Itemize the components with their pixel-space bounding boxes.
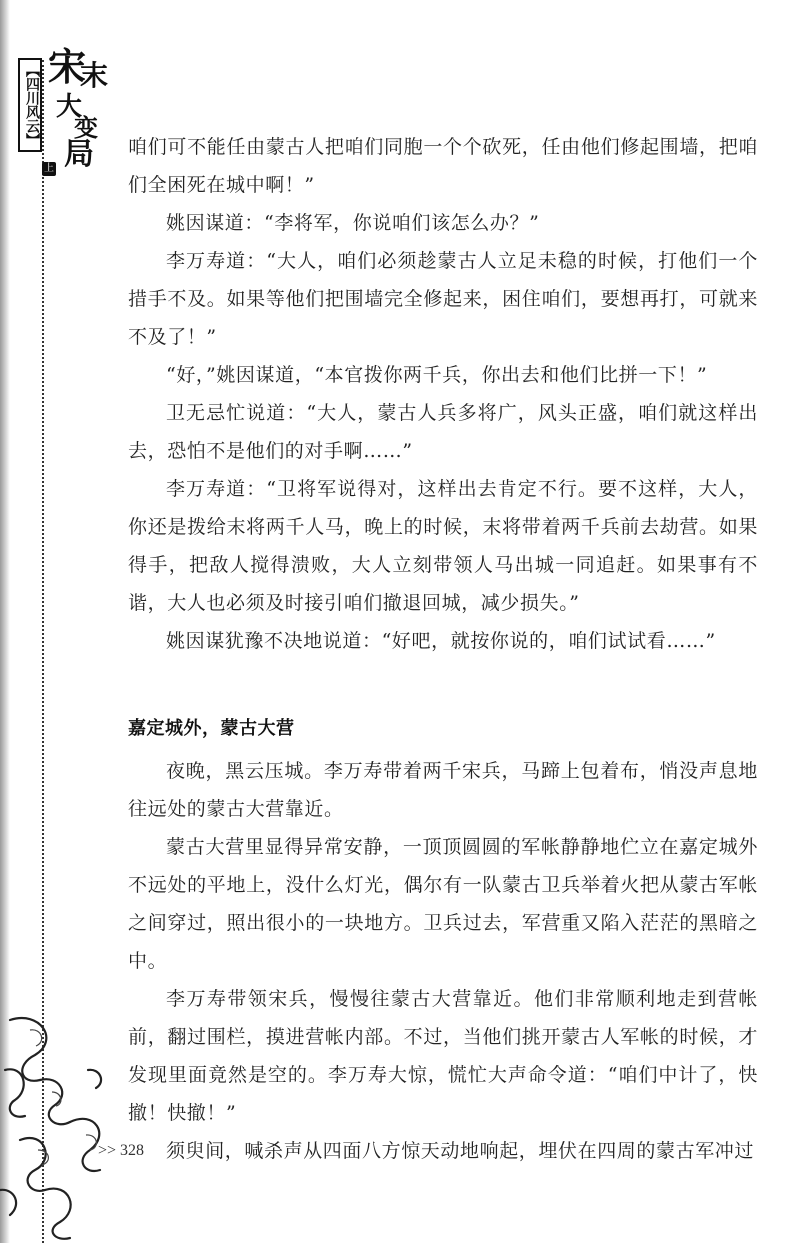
page-number-prefix: >> xyxy=(98,1142,117,1159)
body-text-part-2 xyxy=(128,752,758,1170)
paragraph: “好，”姚因谋道，“本官拨你两千兵，你出去和他们比拼一下！” xyxy=(166,364,708,386)
section-heading: 嘉定城外，蒙古大营 xyxy=(128,718,295,739)
page-number xyxy=(98,1142,144,1160)
publisher-seal: 上 xyxy=(44,163,54,174)
cloud-ornament-icon xyxy=(0,1010,120,1243)
book-title-char: 大 xyxy=(56,92,83,122)
paragraph: 李万寿道：“卫将军说得对，这样出去肯定不行。要不这样，大人，你还是拨给末将两千人马，晚上的时候，末将带着两千兵前去劫营。如果得手，把敌人搅得溃败，大人立刻带领人马出城一同追赶。如果事有不谐，大人也必须及时接引咱们撤退回城，减少损失。” xyxy=(128,478,758,614)
series-label-text: 四川风云 xyxy=(24,77,40,133)
book-title-char: 局 xyxy=(64,137,94,172)
section-heading-block xyxy=(128,714,758,744)
paragraph: 卫无忌忙说道：“大人，蒙古人兵多将广，风头正盛，咱们就这样出去，恐怕不是他们的对手啊……” xyxy=(128,402,758,462)
body-text-part-1 xyxy=(128,128,758,660)
book-title-char: 宋 xyxy=(48,44,87,89)
paragraph: 蒙古大营里显得异常安静，一顶顶圆圆的军帐静静地伫立在嘉定城外不远处的平地上，没什么灯光，偶尔有一队蒙古卫兵举着火把从蒙古军帐之间穿过，照出很小的一块地方。卫兵过去，军营重又陷入茫茫的黑暗之中。 xyxy=(128,836,758,972)
paragraph: 李万寿道：“大人，咱们必须趁蒙古人立足未稳的时候，打他们一个措手不及。如果等他们把围墙完全修起来，困住咱们，要想再打，可就来不及了！” xyxy=(128,250,758,348)
book-title-char: 末 xyxy=(80,59,109,92)
series-bracket-open: 【 xyxy=(24,63,40,77)
paragraph: 咱们可不能任由蒙古人把咱们同胞一个个砍死，任由他们修起围墙，把咱们全困死在城中啊！” xyxy=(128,136,758,196)
paragraph: 须臾间，喊杀声从四面八方惊天动地响起，埋伏在四周的蒙古军冲过 xyxy=(166,1140,755,1162)
paragraph: 夜晚，黑云压城。李万寿带着两千宋兵，马蹄上包着布，悄没声息地往远处的蒙古大营靠近。 xyxy=(128,760,758,820)
book-title-char: 变 xyxy=(74,113,98,142)
series-bracket-close: 】 xyxy=(24,133,40,147)
paragraph: 姚因谋道：“李将军，你说咱们该怎么办？” xyxy=(166,212,540,234)
paragraph: 姚因谋犹豫不决地说道：“好吧，就按你说的，咱们试试看……” xyxy=(166,630,716,652)
page-number-value: 328 xyxy=(120,1142,145,1159)
paragraph: 李万寿带领宋兵，慢慢往蒙古大营靠近。他们非常顺利地走到营帐前，翻过围栏，摸进营帐内部。不过，当他们挑开蒙古人军帐的时候，才发现里面竟然是空的。李万寿大惊，慌忙大声命令道：“咱们中计了，快撤！快撤！” xyxy=(128,988,758,1124)
series-label xyxy=(18,58,42,152)
